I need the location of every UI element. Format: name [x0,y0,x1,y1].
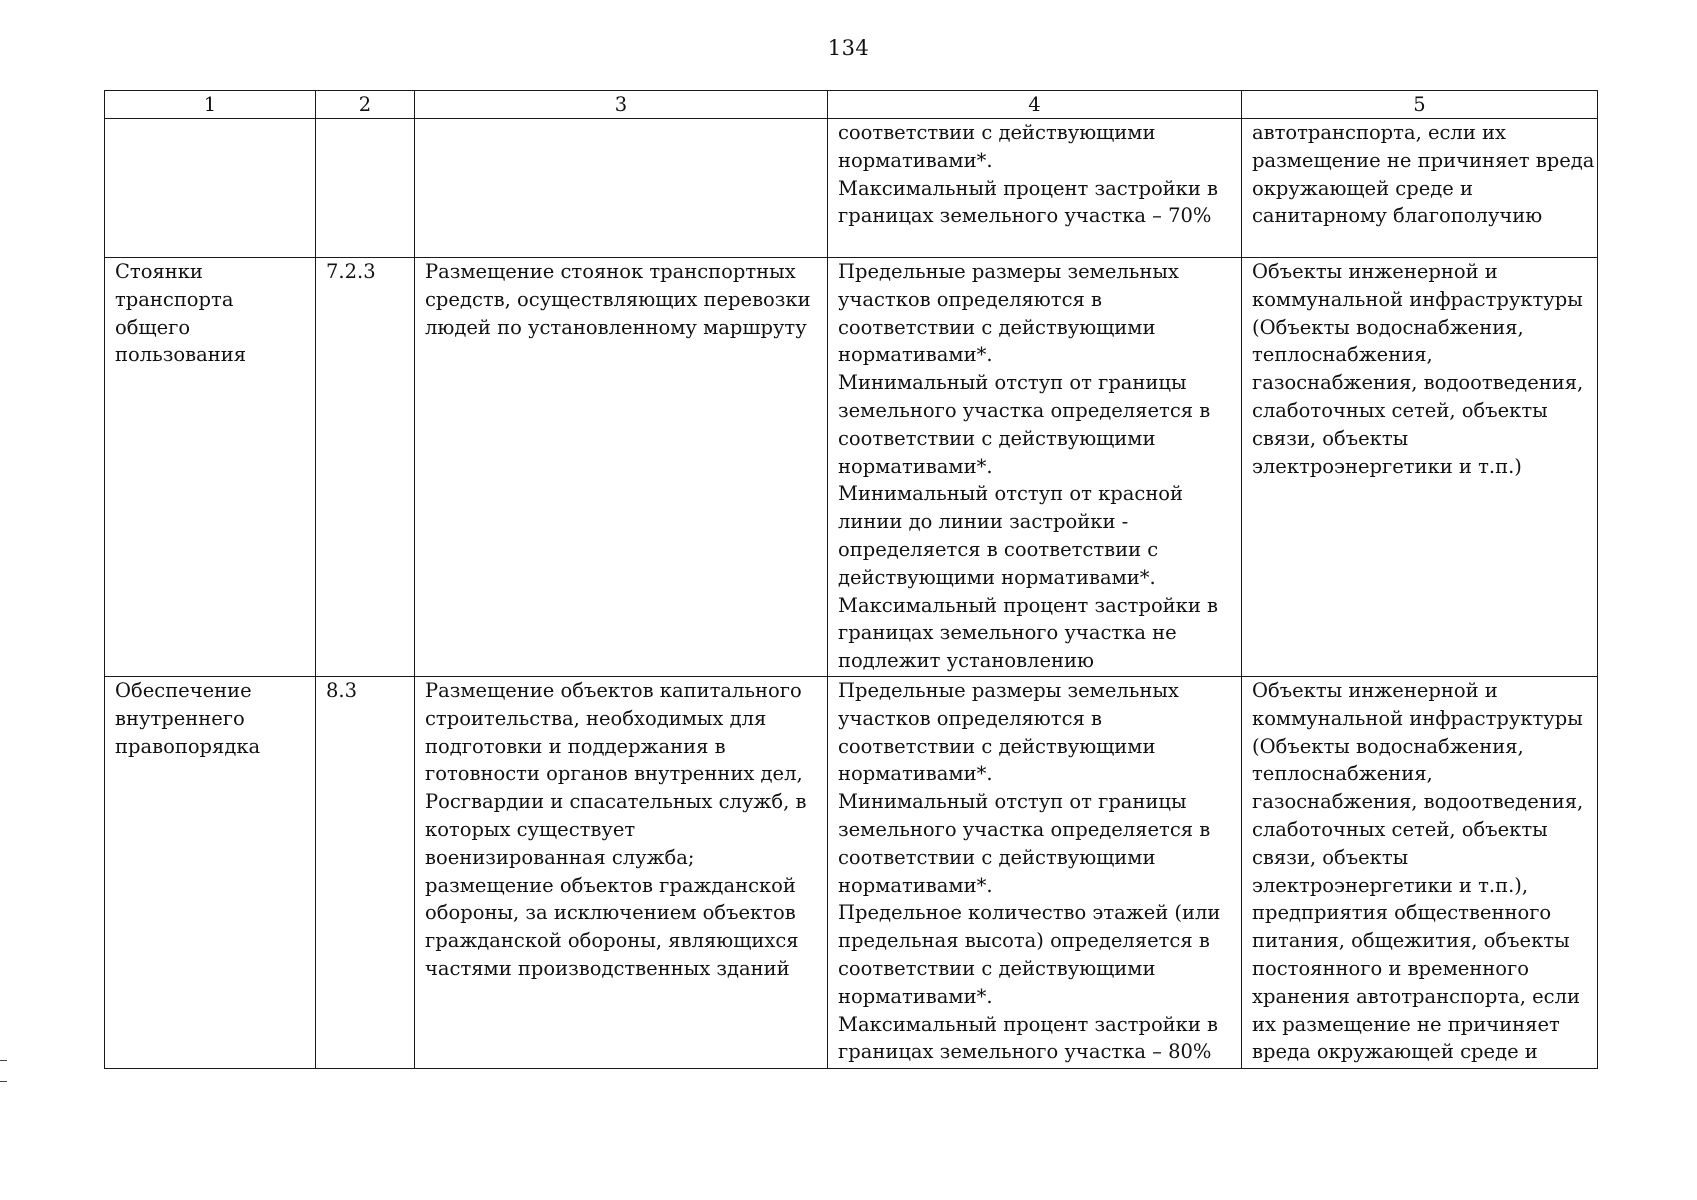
column-header-3: 3 [415,91,828,119]
text-line: соответствии с действующими [838,734,1156,758]
text-line: нормативами*. [838,762,993,786]
text-line: средств, осуществляющих перевозки [425,287,811,311]
auxiliary-cell [1242,119,1598,258]
description-cell [415,119,828,258]
column-header-4: 4 [828,91,1242,119]
text-line: нормативами*. [838,148,993,172]
name-cell [105,677,316,1069]
parameters-cell [828,677,1242,1069]
text-line: подготовки и поддержания в [425,734,726,758]
text-line: действующими нормативами*. [838,565,1156,589]
auxiliary-cell [1242,677,1598,1069]
text-line: нормативами*. [838,343,993,367]
text-line: Минимальный отступ от границы [838,790,1187,814]
text-line: вреда окружающей среде и [1252,1040,1538,1064]
text-line: теплоснабжения, [1252,343,1433,367]
text-line: участков определяются в [838,706,1102,730]
text-line: санитарному благополучию [1252,204,1543,228]
text-line: коммунальной инфраструктуры [1252,706,1583,730]
text-line: людей по установленному маршруту [425,315,807,339]
text-line: гражданской обороны, являющихся [425,929,799,953]
text-line: подлежит установлению [838,649,1095,673]
text-line: Размещение объектов капитального [425,679,802,702]
text-line: электроэнергетики и т.п.), [1252,873,1529,897]
text-line: частями производственных зданий [425,956,790,980]
text-line: электроэнергетики и т.п.) [1252,454,1522,478]
code-cell [316,119,415,258]
column-header-1: 1 [105,91,316,119]
text-line: Минимальный отступ от красной [838,482,1184,506]
parameters-cell [828,258,1242,677]
text-line: Объекты инженерной и [1252,679,1498,702]
name-cell [105,119,316,258]
text-line: слаботочных сетей, объекты [1252,398,1548,422]
text-line: готовности органов внутренних дел, [425,762,803,786]
text-line: соответствии с действующими [838,121,1156,144]
text-line: Размещение стоянок транспортных [425,260,796,283]
name-cell [105,258,316,677]
text-line: теплоснабжения, [1252,762,1433,786]
text-line: Предельные размеры земельных [838,679,1179,702]
column-header-2: 2 [316,91,415,119]
text-line: которых существует [425,817,636,841]
description-cell [415,258,828,677]
text-line: границах земельного участка – 80% [838,1040,1212,1064]
text-line: питания, общежития, объекты [1252,929,1570,953]
code-cell: 7.2.3 [316,258,415,677]
text-line: Росгвардии и спасательных служб, в [425,790,807,814]
table-row [105,119,1598,258]
text-line: соответствии с действующими [838,315,1156,339]
text-line: границах земельного участка – 70% [838,204,1212,228]
text-line: Предельное количество этажей (или [838,901,1221,925]
text-line: соответствии с действующими [838,956,1156,980]
text-line: нормативами*. [838,454,993,478]
text-line: газоснабжения, водоотведения, [1252,790,1584,814]
text-line: Объекты инженерной и [1252,260,1498,283]
text-line: предельная высота) определяется в [838,929,1210,953]
text-line: линии до линии застройки - [838,510,1129,534]
text-line: земельного участка определяется в [838,398,1211,422]
margin-mark [0,1060,7,1082]
text-line: Максимальный процент застройки в [838,593,1219,617]
text-line: участков определяются в [838,287,1102,311]
text-line: (Объекты водоснабжения, [1252,315,1524,339]
text-line: соответствии с действующими [838,845,1156,869]
parameters-cell [828,119,1242,258]
description-cell [415,677,828,1069]
text-line: хранения автотранспорта, если [1252,984,1580,1008]
column-header-5: 5 [1242,91,1598,119]
text-line: определяется в соответствии с [838,537,1159,561]
text-line: постоянного и временного [1252,956,1529,980]
text-line: газоснабжения, водоотведения, [1252,371,1584,395]
table-header [105,91,1598,119]
text-line: Стоянки [115,260,203,283]
text-line: Максимальный процент застройки в [838,1012,1219,1036]
text-line: предприятия общественного [1252,901,1552,925]
text-line: Минимальный отступ от границы [838,371,1187,395]
text-line: обороны, за исключением объектов [425,901,796,925]
text-line: автотранспорта, если их [1252,121,1507,144]
header-row [105,91,1598,119]
text-line: связи, объекты [1252,845,1409,869]
text-line: размещение не причиняет вреда [1252,148,1595,172]
text-line: слаботочных сетей, объекты [1252,817,1548,841]
text-line: строительства, необходимых для [425,706,767,730]
page-number: 134 [827,36,870,60]
text-line: коммунальной инфраструктуры [1252,287,1583,311]
text-line: окружающей среде и [1252,176,1473,200]
text-line: Предельные размеры земельных [838,260,1179,283]
text-line: их размещение не причиняет [1252,1012,1560,1036]
table-row [105,677,1598,1069]
text-line: Обеспечение [115,679,252,702]
text-line: правопорядка [115,734,261,758]
text-line: транспорта [115,287,234,311]
text-line: нормативами*. [838,873,993,897]
text-line: земельного участка определяется в [838,817,1211,841]
text-line: военизированная служба; [425,845,695,869]
text-line: Максимальный процент застройки в [838,176,1219,200]
text-line: пользования [115,343,247,367]
text-line: общего [115,315,191,339]
text-line: соответствии с действующими [838,426,1156,450]
zoning-table [104,90,1598,1069]
text-line: размещение объектов гражданской [425,873,796,897]
text-line: внутреннего [115,706,245,730]
text-line: (Объекты водоснабжения, [1252,734,1524,758]
text-line: границах земельного участка не [838,621,1177,645]
text-line: связи, объекты [1252,426,1409,450]
table-row [105,258,1598,677]
auxiliary-cell [1242,258,1598,677]
code-cell: 8.3 [316,677,415,1069]
text-line: нормативами*. [838,984,993,1008]
